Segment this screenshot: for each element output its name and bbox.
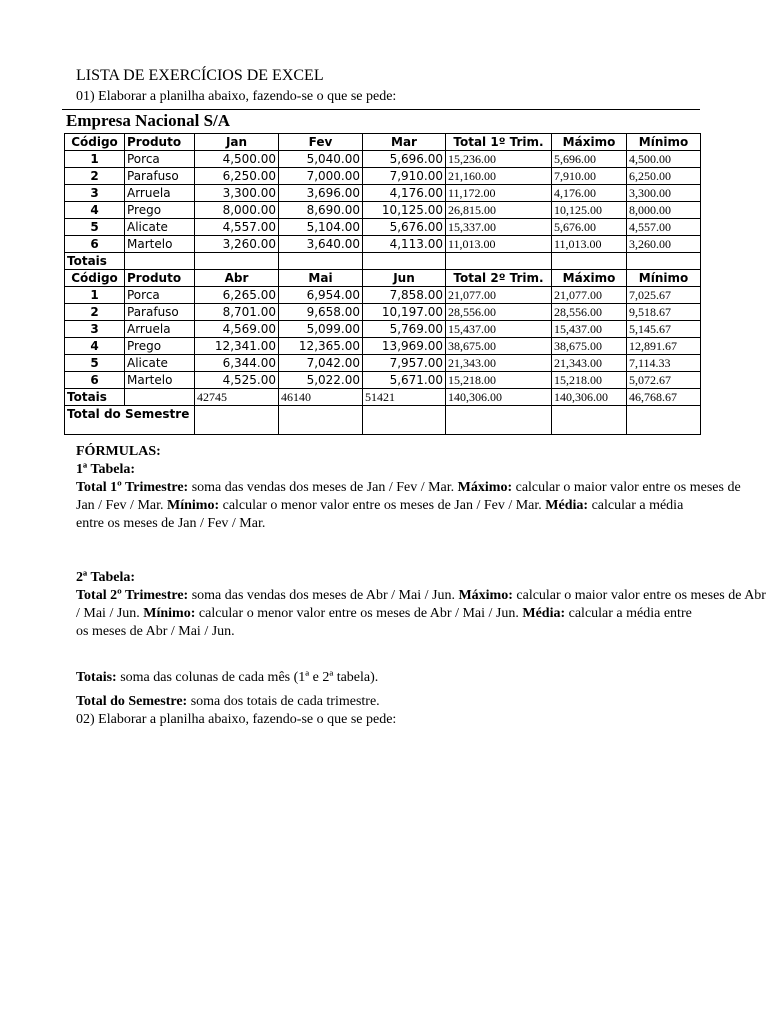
min-value: 3,300.00 xyxy=(627,185,701,202)
text: / Mai / Jun. xyxy=(76,606,144,621)
quarter-total: 21,160.00 xyxy=(446,168,552,185)
text: calcular o menor valor entre os meses de Jan / Fev / Mar. xyxy=(219,498,546,513)
min-value: 4,557.00 xyxy=(627,219,701,236)
table-row xyxy=(65,202,701,219)
table2-line3: os meses de Abr / Mai / Jun. xyxy=(76,624,235,639)
column-header: Mínimo xyxy=(627,134,701,151)
month-value: 7,000.00 xyxy=(279,168,363,185)
empty-cell xyxy=(446,253,552,270)
month-value: 6,250.00 xyxy=(195,168,279,185)
min-value: 3,260.00 xyxy=(627,236,701,253)
product-name: Parafuso xyxy=(125,304,195,321)
min-value: 5,072.67 xyxy=(627,372,701,389)
header-row xyxy=(65,270,701,287)
semester-total-label: Total do Semestre xyxy=(65,406,195,435)
empty-cell xyxy=(279,406,363,435)
product-code: 4 xyxy=(65,338,125,355)
text: soma dos totais de cada trimestre. xyxy=(187,694,380,709)
product-code: 3 xyxy=(65,321,125,338)
month-value: 3,300.00 xyxy=(195,185,279,202)
month-value: 10,125.00 xyxy=(363,202,446,219)
empty-cell xyxy=(446,406,552,435)
table-row xyxy=(65,151,701,168)
max-value: 21,343.00 xyxy=(552,355,627,372)
table2-line1 xyxy=(76,587,766,605)
empty-cell xyxy=(363,253,446,270)
month-value: 6,954.00 xyxy=(279,287,363,304)
min-value: 6,250.00 xyxy=(627,168,701,185)
empty-cell xyxy=(627,253,701,270)
quarter-total: 21,077.00 xyxy=(446,287,552,304)
product-name: Parafuso xyxy=(125,168,195,185)
max-value: 7,910.00 xyxy=(552,168,627,185)
spreadsheet-table xyxy=(64,133,701,435)
quarter-total: 21,343.00 xyxy=(446,355,552,372)
exercise-1-intro: 01) Elaborar a planilha abaixo, fazendo-se o que se pede: xyxy=(76,89,397,104)
min-value: 7,025.67 xyxy=(627,287,701,304)
text: calcular a média xyxy=(588,498,684,513)
table-row xyxy=(65,168,701,185)
month-value: 4,569.00 xyxy=(195,321,279,338)
month-value: 7,858.00 xyxy=(363,287,446,304)
empty-cell xyxy=(125,389,195,406)
company-name: Empresa Nacional S/A xyxy=(66,111,231,130)
min-value: 12,891.67 xyxy=(627,338,701,355)
month-value: 7,042.00 xyxy=(279,355,363,372)
max-value: 11,013.00 xyxy=(552,236,627,253)
total-value: 42745 xyxy=(195,389,279,406)
header-row xyxy=(65,134,701,151)
product-name: Porca xyxy=(125,287,195,304)
label: Média: xyxy=(545,498,589,513)
product-name: Arruela xyxy=(125,185,195,202)
table-row xyxy=(65,372,701,389)
text: Jan / Fev / Mar. xyxy=(76,498,167,513)
month-value: 7,957.00 xyxy=(363,355,446,372)
column-header: Máximo xyxy=(552,270,627,287)
product-name: Martelo xyxy=(125,372,195,389)
empty-cell xyxy=(552,406,627,435)
max-value: 28,556.00 xyxy=(552,304,627,321)
max-value: 10,125.00 xyxy=(552,202,627,219)
product-code: 5 xyxy=(65,219,125,236)
label: Máximo: xyxy=(457,480,513,495)
label: Máximo: xyxy=(458,588,513,603)
column-header: Jun xyxy=(363,270,446,287)
column-header: Mar xyxy=(363,134,446,151)
table-row xyxy=(65,321,701,338)
table2-line2 xyxy=(76,605,700,623)
min-value: 5,145.67 xyxy=(627,321,701,338)
table1-line2 xyxy=(76,497,700,515)
total-value: 51421 xyxy=(363,389,446,406)
month-value: 3,260.00 xyxy=(195,236,279,253)
product-code: 4 xyxy=(65,202,125,219)
month-value: 7,910.00 xyxy=(363,168,446,185)
column-header: Código xyxy=(65,134,125,151)
empty-cell xyxy=(552,253,627,270)
product-code: 5 xyxy=(65,355,125,372)
table-row xyxy=(65,355,701,372)
quarter-total: 38,675.00 xyxy=(446,338,552,355)
total-value: 140,306.00 xyxy=(446,389,552,406)
min-value: 9,518.67 xyxy=(627,304,701,321)
text: soma das vendas dos meses de Abr / Mai / Jun. xyxy=(188,588,459,603)
label: Mínimo: xyxy=(167,498,220,513)
label: Total 1º Trimestre: xyxy=(76,480,189,495)
column-header: Total 2º Trim. xyxy=(446,270,552,287)
month-value: 6,344.00 xyxy=(195,355,279,372)
table1-line3: entre os meses de Jan / Fev / Mar. xyxy=(76,516,266,531)
divider xyxy=(62,109,700,110)
text: calcular o menor valor entre os meses de Abr / Mai / Jun. xyxy=(195,606,523,621)
column-header: Fev xyxy=(279,134,363,151)
month-value: 3,640.00 xyxy=(279,236,363,253)
product-code: 6 xyxy=(65,236,125,253)
month-value: 9,658.00 xyxy=(279,304,363,321)
totals-label: Totais xyxy=(65,389,125,406)
month-value: 5,022.00 xyxy=(279,372,363,389)
product-name: Alicate xyxy=(125,219,195,236)
max-value: 5,676.00 xyxy=(552,219,627,236)
label: Mínimo: xyxy=(143,606,196,621)
table1-line1 xyxy=(76,479,741,497)
empty-cell xyxy=(363,406,446,435)
totais-line xyxy=(76,669,700,687)
semestre-line xyxy=(76,693,700,711)
text: soma das colunas de cada mês (1ª e 2ª tabela). xyxy=(116,670,379,685)
product-code: 2 xyxy=(65,304,125,321)
month-value: 6,265.00 xyxy=(195,287,279,304)
empty-cell xyxy=(627,406,701,435)
month-value: 4,557.00 xyxy=(195,219,279,236)
column-header: Produto xyxy=(125,270,195,287)
month-value: 4,176.00 xyxy=(363,185,446,202)
month-value: 8,000.00 xyxy=(195,202,279,219)
month-value: 5,040.00 xyxy=(279,151,363,168)
month-value: 12,365.00 xyxy=(279,338,363,355)
quarter-total: 15,236.00 xyxy=(446,151,552,168)
column-header: Jan xyxy=(195,134,279,151)
label: Totais: xyxy=(76,670,117,685)
table2-heading: 2ª Tabela: xyxy=(76,570,136,585)
label: Total do Semestre: xyxy=(76,694,188,709)
month-value: 4,525.00 xyxy=(195,372,279,389)
formulas-heading: FÓRMULAS: xyxy=(76,444,161,459)
totals-row xyxy=(65,253,701,270)
document-title: LISTA DE EXERCÍCIOS DE EXCEL xyxy=(76,67,324,84)
label: Total 2º Trimestre: xyxy=(76,588,189,603)
month-value: 4,500.00 xyxy=(195,151,279,168)
product-name: Porca xyxy=(125,151,195,168)
spacer xyxy=(76,533,700,569)
empty-cell xyxy=(279,253,363,270)
min-value: 8,000.00 xyxy=(627,202,701,219)
max-value: 4,176.00 xyxy=(552,185,627,202)
month-value: 3,696.00 xyxy=(279,185,363,202)
table-row xyxy=(65,185,701,202)
product-code: 6 xyxy=(65,372,125,389)
formulas-section xyxy=(76,443,766,729)
totals-row xyxy=(65,389,701,406)
product-name: Prego xyxy=(125,202,195,219)
max-value: 15,218.00 xyxy=(552,372,627,389)
product-code: 1 xyxy=(65,287,125,304)
product-name: Alicate xyxy=(125,355,195,372)
column-header: Código xyxy=(65,270,125,287)
quarter-total: 11,172.00 xyxy=(446,185,552,202)
month-value: 8,701.00 xyxy=(195,304,279,321)
month-value: 5,676.00 xyxy=(363,219,446,236)
month-value: 5,696.00 xyxy=(363,151,446,168)
month-value: 5,769.00 xyxy=(363,321,446,338)
exercise-2-intro: 02) Elaborar a planilha abaixo, fazendo-se o que se pede: xyxy=(76,712,397,727)
text: calcular o maior valor entre os meses de Abr xyxy=(512,588,766,603)
quarter-total: 15,437.00 xyxy=(446,321,552,338)
table1-heading: 1ª Tabela: xyxy=(76,462,136,477)
totals-label: Totais xyxy=(65,253,125,270)
month-value: 8,690.00 xyxy=(279,202,363,219)
max-value: 5,696.00 xyxy=(552,151,627,168)
column-header: Máximo xyxy=(552,134,627,151)
column-header: Mai xyxy=(279,270,363,287)
min-value: 4,500.00 xyxy=(627,151,701,168)
text: calcular o maior valor entre os meses de xyxy=(512,480,741,495)
semester-row xyxy=(65,406,701,435)
month-value: 13,969.00 xyxy=(363,338,446,355)
label: Média: xyxy=(522,606,566,621)
table-row xyxy=(65,236,701,253)
month-value: 4,113.00 xyxy=(363,236,446,253)
product-code: 1 xyxy=(65,151,125,168)
quarter-total: 11,013.00 xyxy=(446,236,552,253)
month-value: 10,197.00 xyxy=(363,304,446,321)
quarter-total: 28,556.00 xyxy=(446,304,552,321)
column-header: Mínimo xyxy=(627,270,701,287)
product-name: Martelo xyxy=(125,236,195,253)
min-value: 7,114.33 xyxy=(627,355,701,372)
quarter-total: 26,815.00 xyxy=(446,202,552,219)
max-value: 38,675.00 xyxy=(552,338,627,355)
product-code: 3 xyxy=(65,185,125,202)
column-header: Total 1º Trim. xyxy=(446,134,552,151)
total-value: 140,306.00 xyxy=(552,389,627,406)
empty-cell xyxy=(125,253,195,270)
product-name: Arruela xyxy=(125,321,195,338)
product-code: 2 xyxy=(65,168,125,185)
max-value: 21,077.00 xyxy=(552,287,627,304)
table-row xyxy=(65,219,701,236)
quarter-total: 15,337.00 xyxy=(446,219,552,236)
product-name: Prego xyxy=(125,338,195,355)
table-row xyxy=(65,338,701,355)
empty-cell xyxy=(195,253,279,270)
month-value: 5,104.00 xyxy=(279,219,363,236)
text: calcular a média entre xyxy=(565,606,692,621)
table-row xyxy=(65,287,701,304)
empty-cell xyxy=(195,406,279,435)
quarter-total: 15,218.00 xyxy=(446,372,552,389)
total-value: 46140 xyxy=(279,389,363,406)
max-value: 15,437.00 xyxy=(552,321,627,338)
spacer xyxy=(76,641,700,669)
month-value: 5,671.00 xyxy=(363,372,446,389)
table-row xyxy=(65,304,701,321)
text: soma das vendas dos meses de Jan / Fev / Mar. xyxy=(188,480,458,495)
month-value: 5,099.00 xyxy=(279,321,363,338)
column-header: Abr xyxy=(195,270,279,287)
month-value: 12,341.00 xyxy=(195,338,279,355)
total-value: 46,768.67 xyxy=(627,389,701,406)
column-header: Produto xyxy=(125,134,195,151)
